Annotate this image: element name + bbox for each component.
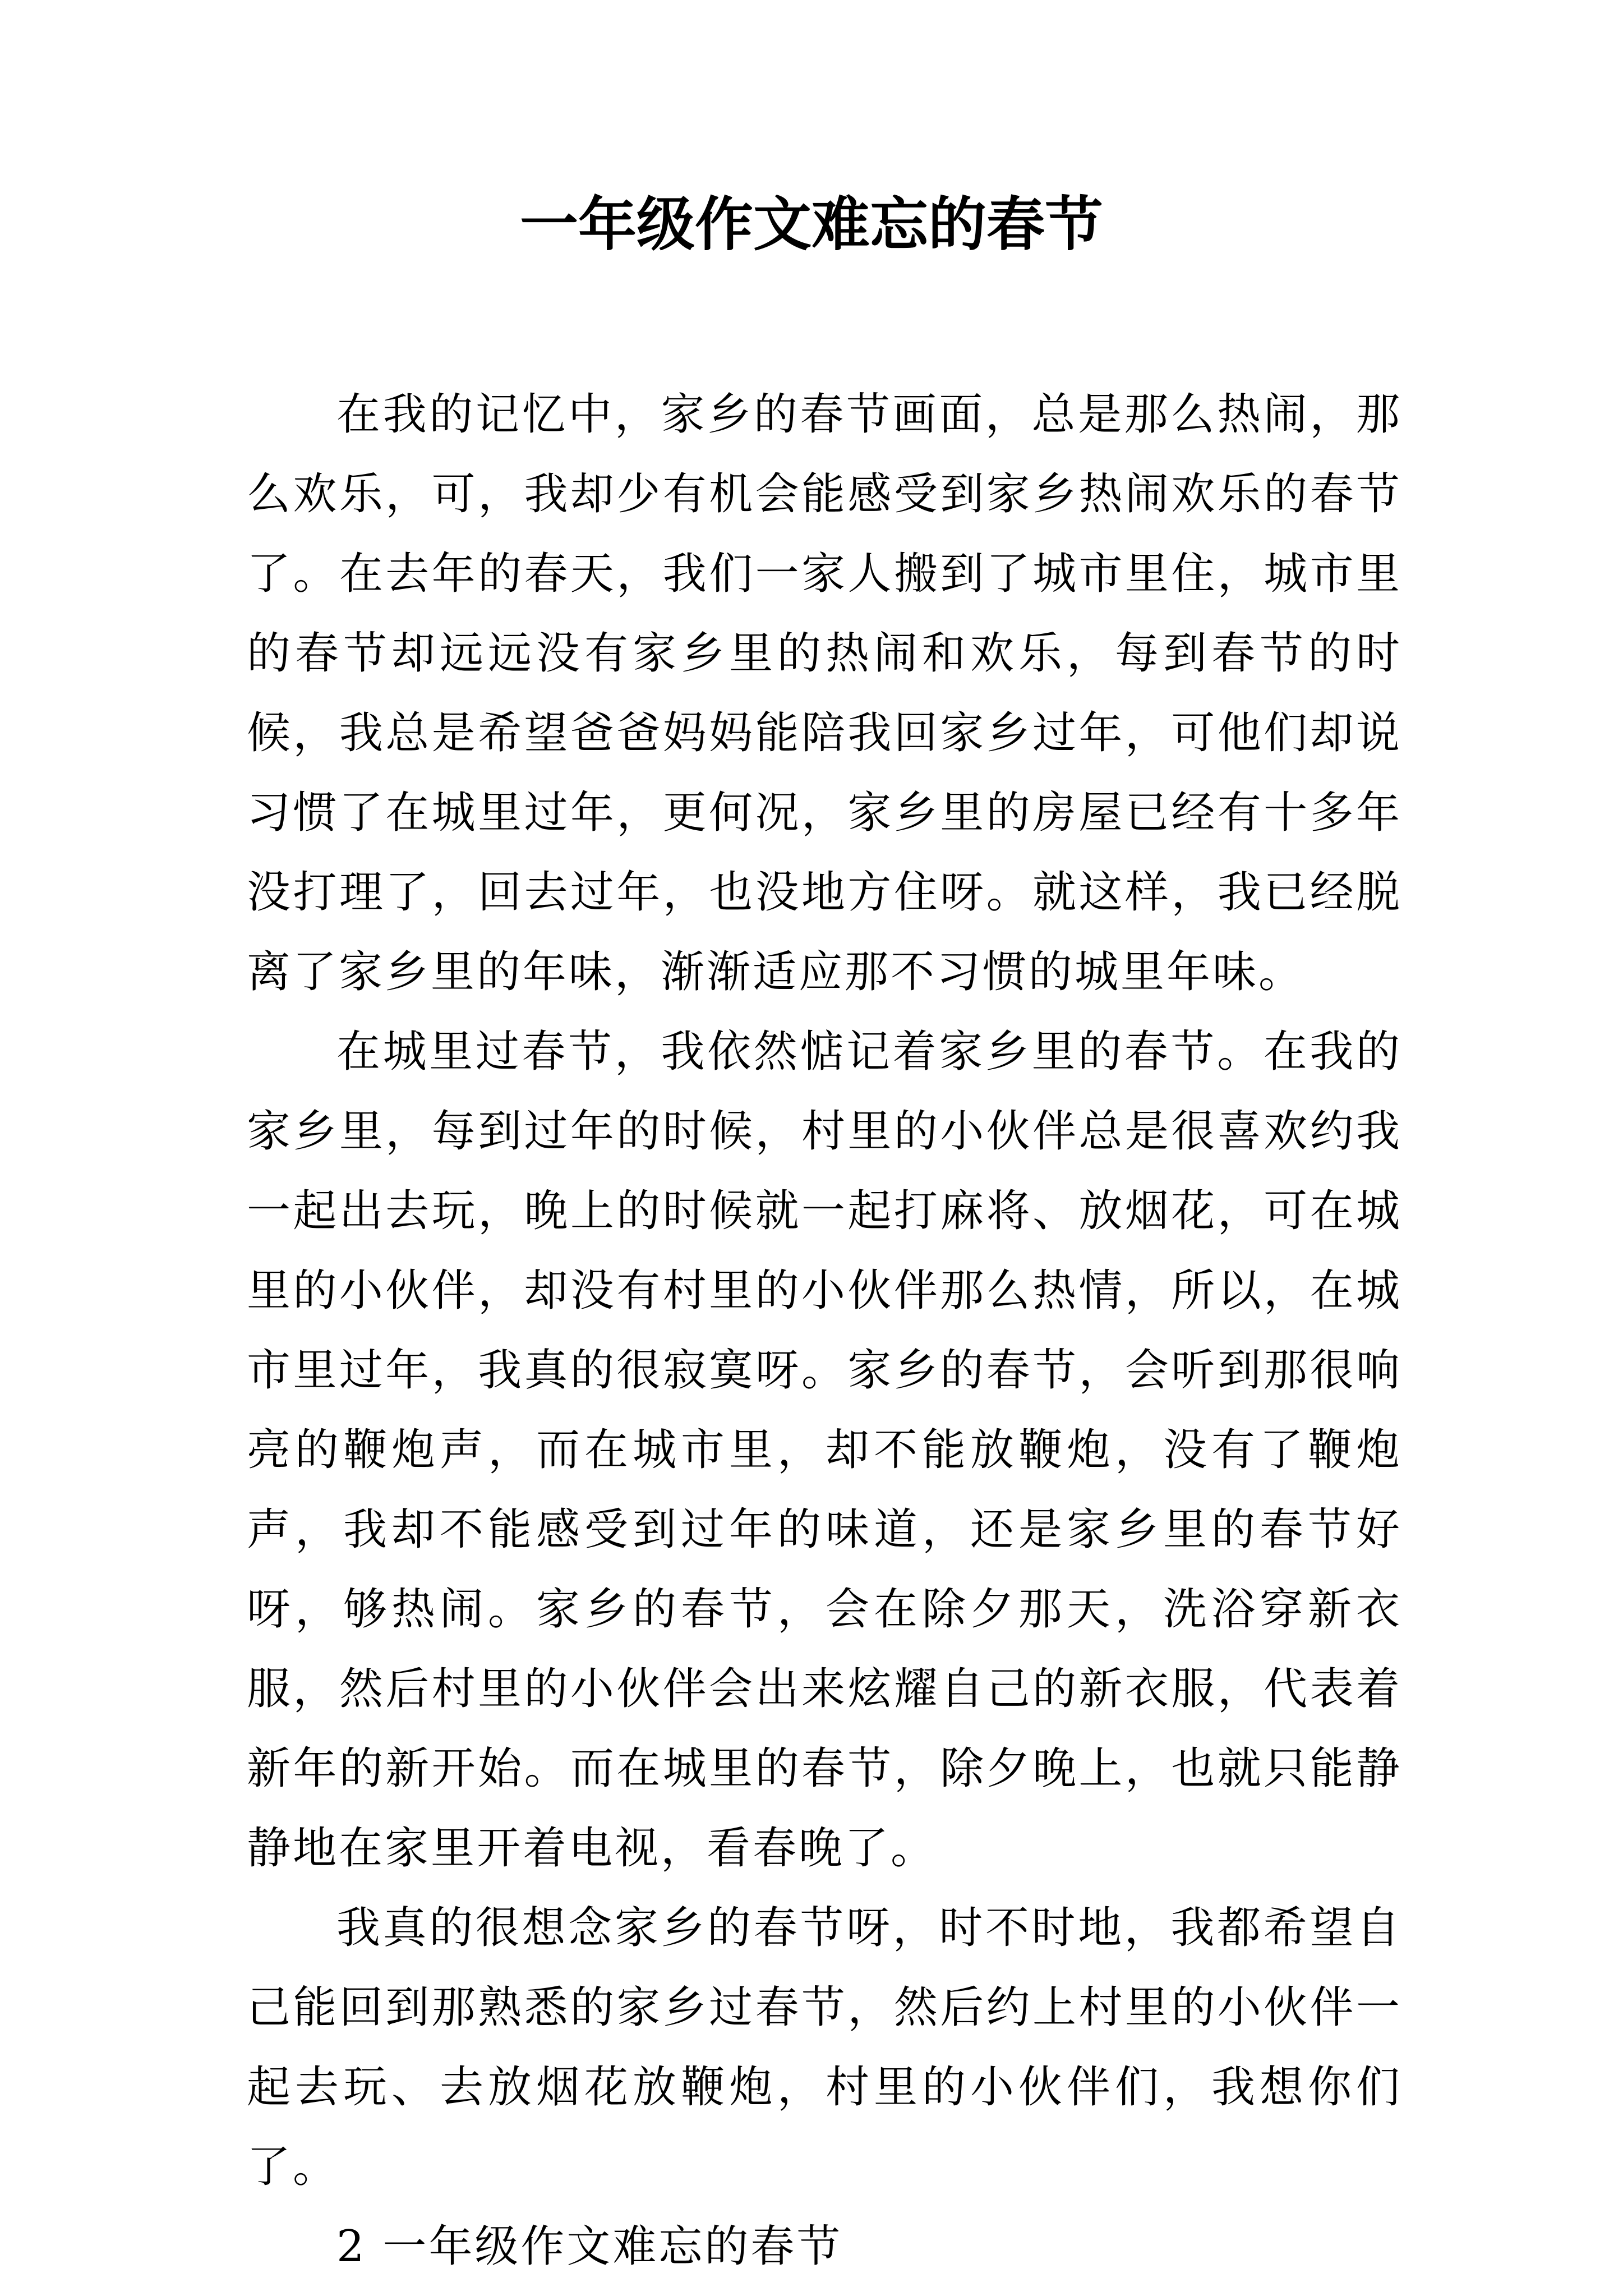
paragraph-3: 我真的很想念家乡的春节呀，时不时地，我都希望自己能回到那熟悉的家乡过春节，然后约上村里的小伙伴一起去玩、去放烟花放鞭炮，村里的小伙伴们，我想你们了。 — [247, 1903, 1402, 2192]
paragraph-1: 在我的记忆中，家乡的春节画面，总是那么热闹，那么欢乐，可，我却少有机会能感受到家乡热闹欢乐的春节了。在去年的春天，我们一家人搬到了城市里住，城市里的春节却远远没有家乡里的热闹和欢乐，每到春节的时候，我总是希望爸爸妈妈能陪我回家乡过年，可他们却说习惯了在城里过年，更何况，家乡里的房屋已经有十多年没打理了，回去过年，也没地方住呀。就这样，我已经脱离了家乡里的年味，渐渐适应那不习惯的城里年味。 — [247, 389, 1402, 997]
paragraph-2: 在城里过春节，我依然惦记着家乡里的春节。在我的家乡里，每到过年的时候，村里的小伙伴总是很喜欢约我一起出去玩，晚上的时候就一起打麻将、放烟花，可在城里的小伙伴，却没有村里的小伙伴那么热情，所以，在城市里过年，我真的很寂寞呀。家乡的春节，会听到那很响亮的鞭炮声，而在城市里，却不能放鞭炮，没有了鞭炮声，我却不能感受到过年的味道，还是家乡里的春节好呀，够热闹。家乡的春节，会在除夕那天，洗浴穿新衣服，然后村里的小伙伴会出来炫耀自己的新衣服，代表着新年的新开始。而在城里的春节，除夕晚上，也就只能静静地在家里开着电视，看春晚了。 — [247, 1027, 1402, 1874]
section-2-heading: 2 一年级作文难忘的春节 — [336, 2221, 843, 2272]
document-title: 一年级作文难忘的春节 — [519, 190, 1103, 259]
document-body — [247, 375, 1402, 2286]
